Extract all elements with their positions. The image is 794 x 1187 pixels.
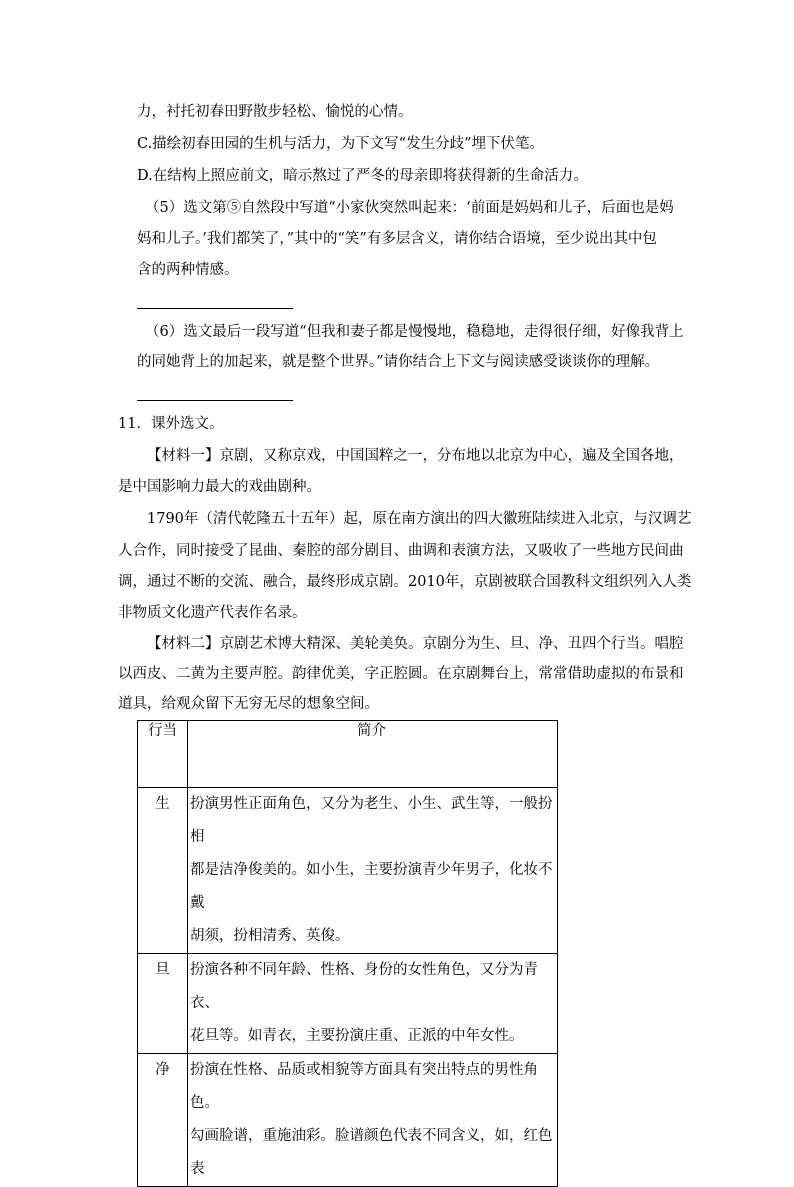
material-2-line-3: 道具，给观众留下无穷无尽的想象空间。: [118, 696, 379, 712]
description-line: 扮演在性格、品质或相貌等方面具有突出特点的男性角色。: [190, 1062, 538, 1111]
option-b-continued: 力，衬托初春田野散步轻松、愉悦的心情。: [137, 104, 413, 120]
paragraph-2-line-3: 调，通过不断的交流、融合，最终形成京剧。2010年，京剧被联合国教科文组织列入人类: [118, 574, 692, 590]
table-header-row: [138, 721, 558, 788]
material-2-line-1: 【材料二】京剧艺术博大精深、美轮美奂。京剧分为生、旦、净、丑四个行当。唱腔: [147, 636, 684, 652]
answer-blank-6[interactable]: [137, 400, 293, 401]
material-2-line-2: 以西皮、二黄为主要声腔。韵律优美，字正腔圆。在京剧舞台上，常常借助虚拟的布景和: [118, 666, 684, 682]
header-role: 行当: [138, 721, 188, 788]
question-5-line-3: 含的两种情感。: [137, 262, 239, 278]
answer-blank-5[interactable]: [137, 308, 293, 309]
table-row: [138, 788, 558, 954]
description-line: 都是洁净俊美的。如小生，主要扮演青少年男子，化妆不戴: [190, 862, 553, 911]
table-row: [138, 1054, 558, 1187]
role-cell: 旦: [138, 954, 188, 1054]
header-description: 简介: [188, 721, 558, 788]
material-1-line-1: 【材料一】京剧，又称京戏，中国国粹之一，分布地以北京为中心，遍及全国各地，: [147, 448, 684, 464]
description-line: 扮演各种不同年龄、性格、身份的女性角色，又分为青衣、: [190, 962, 538, 1011]
paragraph-2-line-2: 人合作，同时接受了昆曲、秦腔的部分剧目、曲调和表演方法，又吸收了一些地方民间曲: [118, 543, 684, 559]
option-d: D.在结构上照应前文，暗示熬过了严冬的母亲即将获得新的生命活力。: [137, 168, 588, 184]
description-line: 勾画脸谱，重施油彩。脸谱颜色代表不同含义，如，红色表: [190, 1128, 553, 1177]
paragraph-2-line-1: 1790年（清代乾隆五十五年）起，原在南方演出的四大徽班陆续进入北京，与汉调艺: [147, 511, 692, 527]
description-line: 花旦等。如青衣，主要扮演庄重、正派的中年女性。: [190, 1028, 524, 1044]
question-6-line-2: 的同她背上的加起来，就是整个世界。”请你结合上下文与阅读感受谈谈你的理解。: [137, 354, 660, 370]
description-cell: [188, 788, 558, 954]
material-1-line-2: 是中国影响力最大的戏曲剧种。: [118, 479, 321, 495]
question-5-line-1: （5）选文第⑤自然段中写道“小家伙突然叫起来：‘前面是妈妈和儿子，后面也是妈: [145, 200, 674, 216]
question-5-line-2: 妈和儿子。’我们都笑了，”其中的“笑”有多层含义，请你结合语境，至少说出其中包: [137, 231, 657, 247]
paragraph-2-line-4: 非物质文化遗产代表作名录。: [118, 605, 307, 621]
description-line: 扮演男性正面角色，又分为老生、小生、武生等，一般扮相: [190, 796, 553, 845]
option-c: C.描绘初春田园的生机与活力，为下文写“发生分歧”埋下伏笔。: [137, 136, 545, 152]
description-line: 胡须，扮相清秀、英俊。: [190, 928, 350, 944]
description-cell: [188, 1054, 558, 1187]
description-cell: [188, 954, 558, 1054]
role-table: [137, 720, 558, 1187]
role-cell: 生: [138, 788, 188, 954]
question-11-title: 11．课外选文。: [118, 416, 224, 432]
table-row: [138, 954, 558, 1054]
role-cell: 净: [138, 1054, 188, 1187]
question-6-line-1: （6）选文最后一段写道“但我和妻子都是慢慢地，稳稳地，走得很仔细，好像我背上: [145, 324, 684, 340]
